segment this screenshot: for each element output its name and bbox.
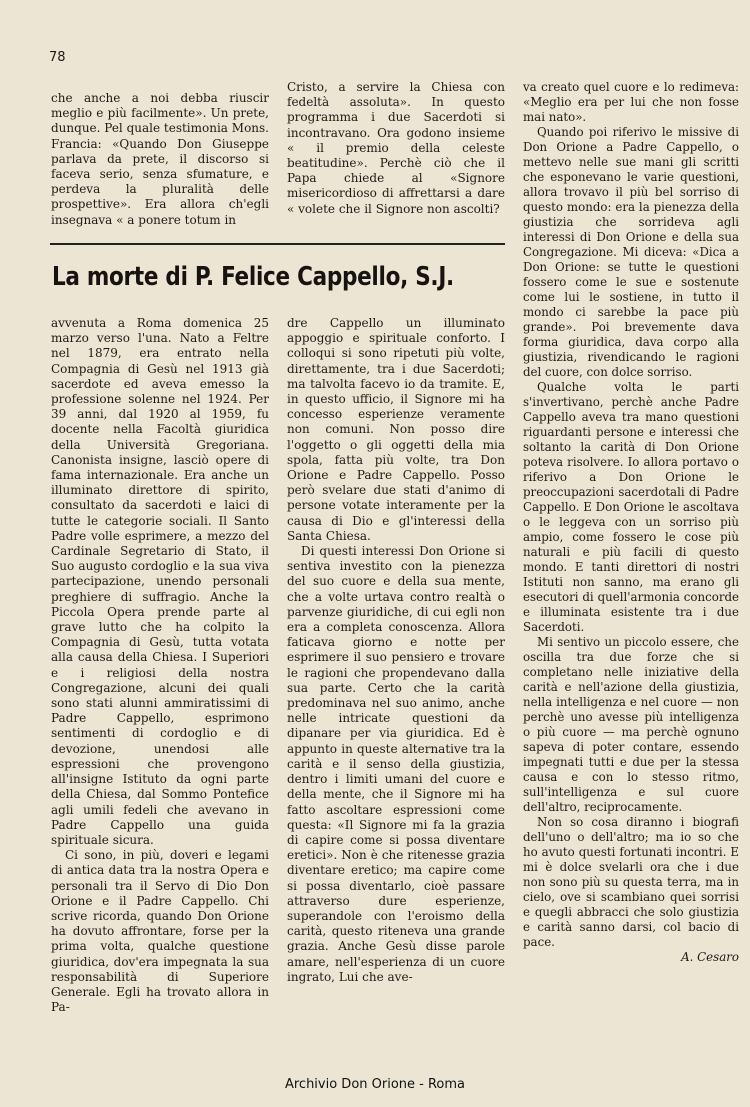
article-column-3 (523, 80, 739, 965)
top-middle-paragraph: Cristo, a servire la Chiesa con fedeltà assoluta». In questo programma i due Sacerdoti si incontravano. Ora godono insieme « il premio della celeste beatitudine». Perchè ciò che il Papa chiede al «Signore misericordioso di affrettarsi a dare « volete che il Signore non ascolti? (287, 80, 505, 216)
paragraph: Quando poi riferivo le missive di Don Orione a Padre Cappello, o mettevo nelle sue mani gli scritti che esponevano le varie questioni, allora trovavo il più bel sorriso di questo mondo: era la pienezza della giustizia che sorrideva agli interessi di Don Orione e della sua Congregazione. Mi diceva: «Dica a Don Orione: se tutte le questioni fossero come le sue e sostenute come lui le sostiene, in tutto il mondo ci sarebbe la pace più grande». Poi brevemente dava forma giuridica, dava corpo alla giustizia, rivendicando le ragioni del cuore, con dolce sorriso. (523, 125, 739, 379)
top-middle-text (287, 80, 505, 217)
paragraph: avvenuta a Roma domenica 25 marzo verso l'una. Nato a Feltre nel 1879, era entrato nella Compagnia di Gesù nel 1913 già sacerdote ed aveva emesso la professione solenne nel 1924. Per 39 anni, dal 1920 al 1959, fu docente nella Facoltà giuridica della Università Gregoriana. Canonista insigne, lasciò opere di fama internazionale. Era anche un illuminato direttore di spirito, consultato da sacerdoti e laici di tutte le categorie sociali. Il Santo Padre volle esprimere, a mezzo del Cardinale Segretario di Stato, il Suo augusto cordoglio e la sua viva partecipazione, unendo personali preghiere di suffragio. Anche la Piccola Opera prende parte al grave lutto che ha colpito la Compagnia di Gesù, tutta votata alla causa della Chiesa. I Superiori e i religiosi della nostra Congregazione, alcuni dei quali sono stati alunni ammiratissimi di Padre Cappello, esprimono sentimenti di cordoglio e di devozione, unendosi alle espressioni che provengono all'insigne Istituto da ogni parte della Chiesa, dal Sommo Pontefice agli umili fedeli che avevano in Padre Cappello una guida spirituale sicura. (51, 316, 269, 847)
archive-footer: Archivio Don Orione - Roma (284, 1077, 466, 1092)
paragraph: Ci sono, in più, doveri e legami di antica data tra la nostra Opera e personali tra il Servo di Dio Don Orione e il Padre Cappello. Chi scrive ricorda, quando Don Orione ha dovuto affrontare, forse per la prima volta, qualche questione giuridica, dov'era impegnata la sua responsabilità di Superiore Generale. Egli ha trovato allora in Pa- (51, 848, 269, 1015)
paragraph: dre Cappello un illuminato appoggio e spirituale conforto. I colloqui si sono ripetuti più volte, direttamente, tra i due Sacerdoti; ma talvolta facevo io da tramite. E, in questo ufficio, il Signore mi ha concesso esperienze veramente non comuni. Non posso dire l'oggetto o gli oggetti della mia spola, fatta più volte, tra Don Orione e Padre Cappello. Posso però svelare due stati d'animo di persone votate interamente per la causa di Dio e gl'interessi della Santa Chiesa. (287, 316, 505, 543)
paragraph: Mi sentivo un piccolo essere, che oscilla tra due forze che si completano nelle iniziative della carità e nell'azione della giustizia, nella intelligenza e nel cuore — non perchè uno avesse più intelligenza o più cuore — ma perchè ognuno sapeva di poter contare, essendo impegnati tutti e due per la stessa causa e con lo stesso ritmo, sull'intelligenza e sul cuore dell'altro, reciprocamente. (523, 635, 739, 814)
divider-line (50, 243, 505, 245)
paragraph: va creato quel cuore e lo redimeva: «Meglio era per lui che non fosse mai nato». (523, 80, 739, 124)
top-left-paragraph: che anche a noi debba riuscir meglio e più facilmente». Un prete, dunque. Pel quale testimonia Mons. Francia: «Quando Don Giuseppe parlava da prete, il discorso si faceva serio, senza sfumature, e perdeva la pluralità delle prospettive». Era allora ch'egli insegnava « a ponere totum in (51, 91, 269, 227)
paragraph: Qualche volta le parti s'invertivano, perchè anche Padre Cappello aveva tra mano questioni riguardanti persone e interessi che soltanto la carità di Don Orione poteva risolvere. Io allora portavo o riferivo a Don Orione le preoccupazioni sacerdotali di Padre Cappello. E Don Orione le ascoltava o le leggeva con un sorriso più ampio, come fossero le cose più naturali e più facili di questo mondo. E tanti direttori di nostri Istituti non sanno, ma erano gli esecutori di quell'armonia concorde e illuminata esistente tra i due Sacerdoti. (523, 380, 739, 634)
author-signature: A. Cesaro (681, 950, 739, 964)
top-left-text (51, 91, 269, 228)
article-column-1 (51, 316, 269, 1015)
paragraph: Non so cosa diranno i biografi dell'uno o dell'altro; ma io so che ho avuto questi fortunati incontri. E mi è dolce svelarli ora che i due non sono più su questa terra, ma in cielo, ove si scambiano quei sorrisi e quegli abbracci che solo giustizia e carità sanno darsi, col bacio di pace. (523, 815, 739, 949)
article-column-2 (287, 316, 505, 985)
page-number: 78 (49, 50, 66, 65)
article-title: La morte di P. Felice Cappello, S.J. (52, 262, 454, 292)
paragraph: Di questi interessi Don Orione si sentiva investito con la pienezza del suo cuore e della sua mente, che a volte urtava contro realtà o parvenze giuridiche, di cui egli non era a completa conoscenza. Allora faticava giorno e notte per esprimere il suo pensiero e trovare le ragioni che propendevano dalla sua parte. Certo che la carità predominava nel suo animo, anche nelle intricate questioni da dipanare per via giuridica. Ed è appunto in queste alternative tra la carità e il senso della giustizia, dentro i limiti umani del cuore e della mente, che il Signore mi ha fatto ascoltare espressioni come questa: «Il Signore mi fa la grazia di capire come si possa diventare eretici». Non è che ritenesse grazia diventare eretico; ma capire come si possa diventarlo, cioè passare attraverso dure esperienze, superandole con l'eroismo della carità, questo riteneva una grande grazia. Anche Gesù disse parole amare, nell'esperienza di un cuore ingrato, Lui che ave- (287, 544, 505, 984)
